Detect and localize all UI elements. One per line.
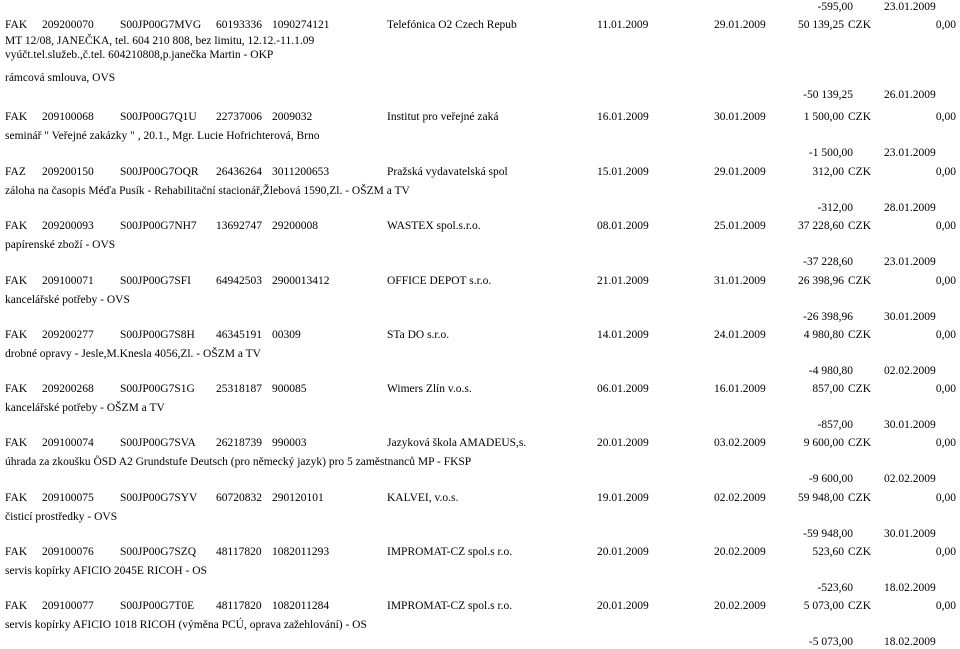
partner-name: Institut pro veřejné zaká <box>387 111 499 123</box>
description-line: čisticí prostředky - OVS <box>5 511 118 523</box>
reference-number: 900085 <box>272 383 307 395</box>
amount: 9 600,00 <box>803 437 844 449</box>
doc-type: FAK <box>5 111 28 123</box>
reference-number: 3011200653 <box>272 166 330 178</box>
payment-amount: -37 228,60 <box>803 256 853 268</box>
doc-number: 209100074 <box>42 437 94 449</box>
top-payment-date: 23.01.2009 <box>884 1 936 13</box>
balance: 0,00 <box>935 111 956 123</box>
due-date: 30.01.2009 <box>714 111 766 123</box>
currency: CZK <box>848 492 871 504</box>
balance: 0,00 <box>935 220 956 232</box>
payment-date: 28.01.2009 <box>884 202 936 214</box>
partner-id: 25318187 <box>216 383 262 395</box>
balance: 0,00 <box>935 329 956 341</box>
amount: 1 500,00 <box>803 111 844 123</box>
partner-name: WASTEX spol.s.r.o. <box>387 220 481 232</box>
doc-type: FAK <box>5 383 28 395</box>
partner-name: Wimers Zlín v.o.s. <box>387 383 472 395</box>
issue-date: 14.01.2009 <box>597 329 649 341</box>
partner-name: IMPROMAT-CZ spol.s r.o. <box>387 600 513 612</box>
partner-id: 26436264 <box>216 166 262 178</box>
payment-amount: -50 139,25 <box>803 89 853 101</box>
issue-date: 08.01.2009 <box>597 220 649 232</box>
payment-amount: -1 500,00 <box>808 147 853 159</box>
issue-date: 20.01.2009 <box>597 546 649 558</box>
partner-name: KALVEI, v.o.s. <box>387 492 459 504</box>
doc-number: 209100077 <box>42 600 94 612</box>
description-line: drobné opravy - Jesle,M.Knesla 4056,Zl. - OŠZM a TV <box>5 348 261 360</box>
doc-code: S00JP00G7OQR <box>120 166 199 178</box>
payment-date: 30.01.2009 <box>884 311 936 323</box>
issue-date: 11.01.2009 <box>597 19 649 31</box>
balance: 0,00 <box>935 166 956 178</box>
doc-type: FAK <box>5 19 28 31</box>
balance: 0,00 <box>935 492 956 504</box>
amount: 5 073,00 <box>803 600 844 612</box>
payment-date: 30.01.2009 <box>884 528 936 540</box>
balance: 0,00 <box>935 546 956 558</box>
currency: CZK <box>848 329 871 341</box>
payment-date: 30.01.2009 <box>884 419 936 431</box>
amount: 50 139,25 <box>798 19 844 31</box>
top-payment-amount: -595,00 <box>817 1 853 13</box>
issue-date: 16.01.2009 <box>597 111 649 123</box>
payment-amount: -9 600,00 <box>808 473 853 485</box>
payment-amount: -523,60 <box>817 582 853 594</box>
doc-type: FAK <box>5 437 28 449</box>
reference-number: 1082011284 <box>272 600 330 612</box>
due-date: 16.01.2009 <box>714 383 766 395</box>
due-date: 20.02.2009 <box>714 546 766 558</box>
amount: 523,60 <box>812 546 844 558</box>
due-date: 24.01.2009 <box>714 329 766 341</box>
reference-number: 990003 <box>272 437 307 449</box>
amount: 26 398,96 <box>798 275 844 287</box>
doc-number: 209200093 <box>42 220 94 232</box>
partner-name: OFFICE DEPOT s.r.o. <box>387 275 492 287</box>
description-line: servis kopírky AFICIO 1018 RICOH (výměna PCÚ, oprava zažehlování) - OS <box>5 619 367 631</box>
payment-amount: -857,00 <box>817 419 853 431</box>
currency: CZK <box>848 437 871 449</box>
currency: CZK <box>848 220 871 232</box>
issue-date: 15.01.2009 <box>597 166 649 178</box>
issue-date: 21.01.2009 <box>597 275 649 287</box>
due-date: 29.01.2009 <box>714 19 766 31</box>
partner-name: Jazyková škola AMADEUS,s. <box>387 437 527 449</box>
doc-number: 209200070 <box>42 19 94 31</box>
description-line: seminář " Veřejné zakázky " , 20.1., Mgr. Lucie Hofrichterová, Brno <box>5 130 320 142</box>
balance: 0,00 <box>935 437 956 449</box>
payment-date: 23.01.2009 <box>884 256 936 268</box>
currency: CZK <box>848 546 871 558</box>
doc-number: 209100068 <box>42 111 94 123</box>
doc-code: S00JP00G7S1G <box>120 383 195 395</box>
balance: 0,00 <box>935 600 956 612</box>
due-date: 20.02.2009 <box>714 600 766 612</box>
reference-number: 00309 <box>272 329 301 341</box>
issue-date: 19.01.2009 <box>597 492 649 504</box>
payment-date: 23.01.2009 <box>884 147 936 159</box>
balance: 0,00 <box>935 383 956 395</box>
partner-id: 48117820 <box>216 546 262 558</box>
payment-amount: -5 073,00 <box>808 636 853 648</box>
partner-id: 26218739 <box>216 437 262 449</box>
balance: 0,00 <box>935 275 956 287</box>
doc-code: S00JP00G7NH7 <box>120 220 197 232</box>
reference-number: 1082011293 <box>272 546 330 558</box>
payment-amount: -4 980,80 <box>808 365 853 377</box>
doc-type: FAK <box>5 275 28 287</box>
currency: CZK <box>848 111 871 123</box>
partner-name: IMPROMAT-CZ spol.s r.o. <box>387 546 513 558</box>
doc-number: 209100076 <box>42 546 94 558</box>
partner-id: 60720832 <box>216 492 262 504</box>
description-line: papírenské zboží - OVS <box>5 239 116 251</box>
amount: 312,00 <box>812 166 844 178</box>
partner-id: 13692747 <box>216 220 262 232</box>
doc-code: S00JP00G7SZQ <box>120 546 197 558</box>
doc-code: S00JP00G7Q1U <box>120 111 197 123</box>
description-line: kancelářské potřeby - OŠZM a TV <box>5 402 165 414</box>
doc-number: 209100071 <box>42 275 94 287</box>
payment-amount: -26 398,96 <box>803 311 853 323</box>
partner-id: 48117820 <box>216 600 262 612</box>
description-line: vyúčt.tel.služeb.,č.tel. 604210808,p.janečka Martin - OKP <box>5 49 274 61</box>
description-line: úhrada za zkoušku ÖSD A2 Grundstufe Deutsch (pro německý jazyk) pro 5 zaměstnanců MP - FKSP <box>5 456 472 468</box>
due-date: 03.02.2009 <box>714 437 766 449</box>
description-line: servis kopírky AFICIO 2045E RICOH - OS <box>5 565 207 577</box>
payment-date: 02.02.2009 <box>884 473 936 485</box>
payment-date: 26.01.2009 <box>884 89 936 101</box>
due-date: 31.01.2009 <box>714 275 766 287</box>
reference-number: 1090274121 <box>272 19 330 31</box>
payment-date: 02.02.2009 <box>884 365 936 377</box>
doc-number: 209200268 <box>42 383 94 395</box>
amount: 59 948,00 <box>798 492 844 504</box>
doc-code: S00JP00G7SYV <box>120 492 198 504</box>
doc-code: S00JP00G7SVA <box>120 437 196 449</box>
due-date: 29.01.2009 <box>714 166 766 178</box>
partner-name: Telefónica O2 Czech Repub <box>387 19 517 31</box>
reference-number: 29200008 <box>272 220 318 232</box>
balance: 0,00 <box>935 19 956 31</box>
doc-code: S00JP00G7T0E <box>120 600 195 612</box>
issue-date: 20.01.2009 <box>597 600 649 612</box>
doc-type: FAK <box>5 546 28 558</box>
doc-number: 209100075 <box>42 492 94 504</box>
partner-id: 64942503 <box>216 275 262 287</box>
currency: CZK <box>848 600 871 612</box>
amount: 4 980,80 <box>803 329 844 341</box>
due-date: 25.01.2009 <box>714 220 766 232</box>
currency: CZK <box>848 19 871 31</box>
doc-type: FAK <box>5 329 28 341</box>
doc-code: S00JP00G7SFI <box>120 275 191 287</box>
partner-id: 22737006 <box>216 111 262 123</box>
reference-number: 2009032 <box>272 111 313 123</box>
doc-code: S00JP00G7S8H <box>120 329 195 341</box>
partner-id: 46345191 <box>216 329 262 341</box>
doc-code: S00JP00G7MVG <box>120 19 202 31</box>
reference-number: 2900013412 <box>272 275 330 287</box>
issue-date: 06.01.2009 <box>597 383 649 395</box>
partner-name: STa DO s.r.o. <box>387 329 450 341</box>
doc-type: FAK <box>5 220 28 232</box>
partner-id: 60193336 <box>216 19 262 31</box>
description-line: rámcová smlouva, OVS <box>5 72 116 84</box>
amount: 857,00 <box>812 383 844 395</box>
currency: CZK <box>848 275 871 287</box>
due-date: 02.02.2009 <box>714 492 766 504</box>
payment-amount: -312,00 <box>817 202 853 214</box>
currency: CZK <box>848 166 871 178</box>
doc-number: 209200277 <box>42 329 94 341</box>
reference-number: 290120101 <box>272 492 324 504</box>
description-line: kancelářské potřeby - OVS <box>5 294 130 306</box>
doc-number: 209200150 <box>42 166 94 178</box>
doc-type: FAZ <box>5 166 26 178</box>
partner-name: Pražská vydavatelská spol <box>387 166 508 178</box>
issue-date: 20.01.2009 <box>597 437 649 449</box>
payment-amount: -59 948,00 <box>803 528 853 540</box>
doc-type: FAK <box>5 492 28 504</box>
description-line: záloha na časopis Méďa Pusík - Rehabilitační stacionář,Žlebová 1590,Zl. - OŠZM a TV <box>5 185 410 197</box>
payment-date: 18.02.2009 <box>884 636 936 648</box>
payment-date: 18.02.2009 <box>884 582 936 594</box>
description-line: MT 12/08, JANEČKA, tel. 604 210 808, bez limitu, 12.12.-11.1.09 <box>5 35 315 47</box>
doc-type: FAK <box>5 600 28 612</box>
amount: 37 228,60 <box>798 220 844 232</box>
currency: CZK <box>848 383 871 395</box>
